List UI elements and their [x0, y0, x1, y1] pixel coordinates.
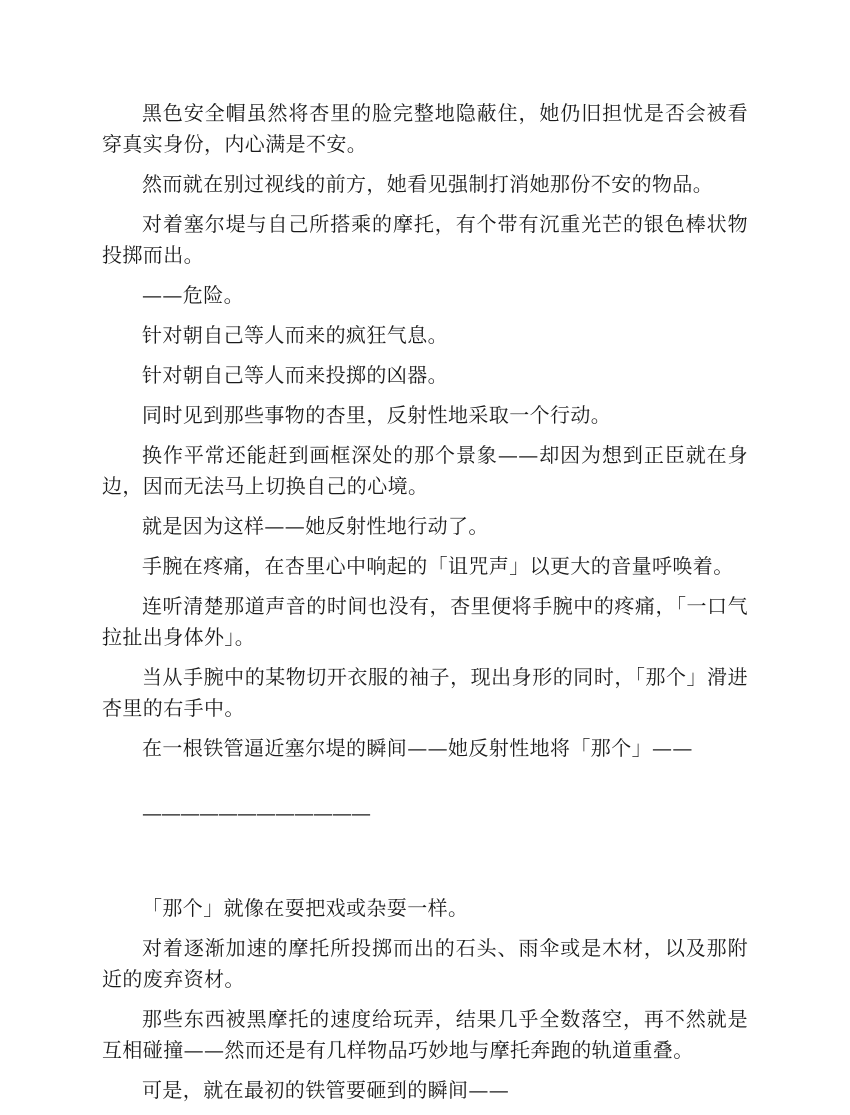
scene-break	[102, 773, 748, 893]
paragraph: 对着塞尔堤与自己所搭乘的摩托，有个带有沉重光芒的银色棒状物投掷而出。	[102, 212, 748, 267]
paragraph: 就是因为这样——她反射性地行动了。	[142, 514, 489, 538]
paragraph: 对着逐渐加速的摩托所投掷而出的石头、雨伞或是木材，以及那附近的废弃资材。	[102, 936, 748, 991]
paragraph: 连听清楚那道声音的时间也没有，杏里便将手腕中的疼痛，「一口气拉扯出身体外」。	[102, 594, 748, 649]
document-page	[102, 98, 748, 1115]
paragraph: 那些东西被黑摩托的速度给玩弄，结果几乎全数落空，再不然就是互相碰撞——然而还是有几样物品巧妙地与摩托奔跑的轨道重叠。	[102, 1007, 748, 1062]
paragraph: 可是，就在最初的铁管要砸到的瞬间——	[142, 1078, 510, 1102]
paragraph: 黑色安全帽虽然将杏里的脸完整地隐蔽住，她仍旧担忧是否会被看穿真实身份，内心满是不安。	[102, 101, 748, 156]
scene-break-line: ————————————	[142, 801, 370, 825]
paragraph: 当从手腕中的某物切开衣服的袖子，现出身形的同时，「那个」滑进杏里的右手中。	[102, 665, 748, 720]
paragraph: 换作平常还能赶到画框深处的那个景象——却因为想到正臣就在身边，因而无法马上切换自己的心境。	[102, 443, 748, 498]
paragraph: 然而就在别过视线的前方，她看见强制打消她那份不安的物品。	[142, 172, 714, 196]
paragraph: 在一根铁管逼近塞尔堤的瞬间——她反射性地将「那个」——	[142, 736, 693, 760]
paragraph: 针对朝自己等人而来的疯狂气息。	[142, 323, 448, 347]
paragraph: 「那个」就像在耍把戏或杂耍一样。	[142, 896, 469, 920]
paragraph: 手腕在疼痛，在杏里心中响起的「诅咒声」以更大的音量呼唤着。	[142, 554, 734, 578]
paragraph: 同时见到那些事物的杏里，反射性地采取一个行动。	[142, 403, 612, 427]
paragraph: 针对朝自己等人而来投掷的凶器。	[142, 363, 448, 387]
paragraph: ——危险。	[142, 283, 244, 307]
